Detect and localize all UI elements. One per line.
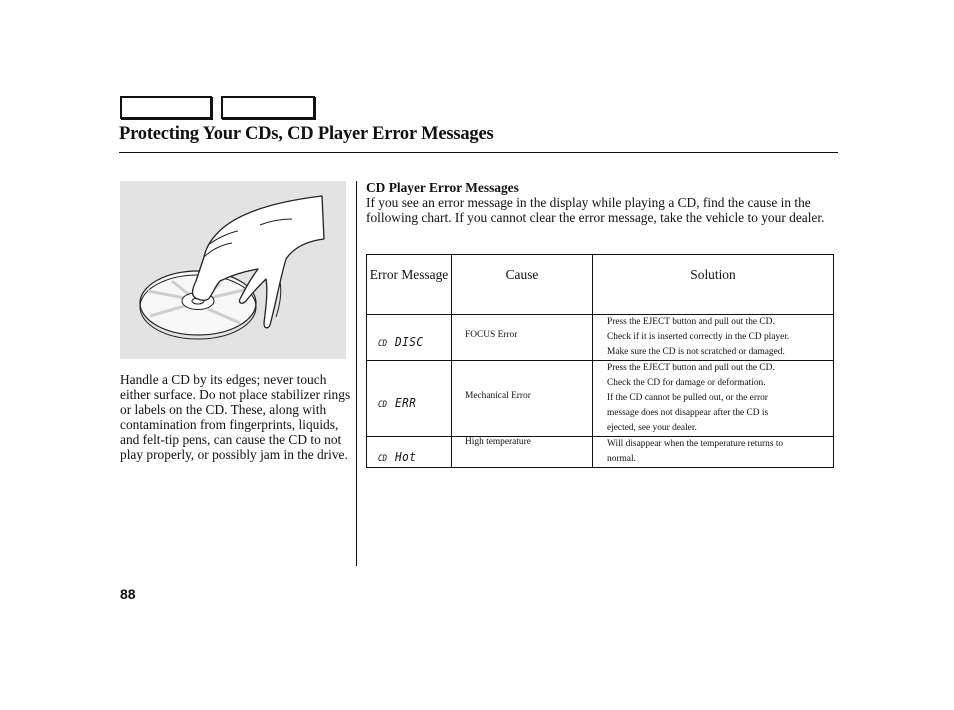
cd-handling-illustration: [120, 181, 346, 359]
error-messages-table: [366, 254, 834, 468]
solution-line: Press the EJECT button and pull out the CD.: [607, 317, 775, 327]
page-number: 88: [120, 586, 136, 602]
title-divider: [119, 152, 838, 153]
nav-tab-1[interactable]: [120, 96, 212, 119]
error-code-cell: [367, 361, 452, 437]
header-cause: Cause: [452, 255, 593, 315]
solution-line: Check if it is inserted correctly in the CD player.: [607, 332, 790, 342]
solution-line: Press the EJECT button and pull out the CD.: [607, 363, 775, 373]
solution-line: Check the CD for damage or deformation.: [607, 378, 766, 388]
solution-cell: [593, 315, 834, 361]
table-row: [367, 437, 834, 468]
section-intro: If you see an error message in the display while playing a CD, find the cause in the following chart. If you cannot clear the error message, take the vehicle to your dealer.: [366, 195, 825, 226]
solution-cell: [593, 437, 834, 468]
error-code: [378, 329, 424, 351]
solution-line: Will disappear when the temperature returns to: [607, 439, 784, 449]
error-code-text: DISC: [395, 334, 424, 350]
solution-line: message does not disappear after the CD is: [607, 408, 769, 418]
nav-tab-2[interactable]: [221, 96, 315, 119]
table-row: [367, 361, 834, 437]
section-heading: CD Player Error Messages: [366, 180, 519, 195]
cause-cell: High temperature: [452, 437, 593, 468]
error-code-cell: [367, 315, 452, 361]
header-error-message: Error Message: [367, 255, 452, 315]
cause-cell: FOCUS Error: [452, 315, 593, 361]
error-code-prefix: CD: [378, 337, 388, 349]
handling-caption: Handle a CD by its edges; never touch either surface. Do not place stabilizer rings or labels on the CD. These, along with contamination from fingerprints, liquids, and felt-tip pens, can cause the CD to not play properly, or possibly jam in the drive.: [120, 372, 351, 462]
solution-line: normal.: [607, 454, 636, 464]
header-solution: Solution: [593, 255, 834, 315]
error-code-text: Hot: [395, 449, 417, 465]
page-title: Protecting Your CDs, CD Player Error Messages: [119, 124, 494, 144]
solution-line: Make sure the CD is not scratched or damaged.: [607, 347, 785, 357]
error-code-text: ERR: [395, 395, 417, 411]
error-code: [378, 444, 416, 466]
solution-line: ejected, see your dealer.: [607, 423, 697, 433]
table-header-row: [367, 255, 834, 315]
cause-cell: Mechanical Error: [452, 361, 593, 437]
solution-cell: [593, 361, 834, 437]
hand-holding-cd-icon: [120, 181, 346, 359]
solution-line: If the CD cannot be pulled out, or the error: [607, 393, 768, 403]
error-code-cell: [367, 437, 452, 468]
table-row: [367, 315, 834, 361]
column-divider: [356, 181, 357, 566]
error-code: [378, 390, 416, 412]
error-code-prefix: CD: [378, 452, 388, 464]
error-code-prefix: CD: [378, 398, 388, 410]
